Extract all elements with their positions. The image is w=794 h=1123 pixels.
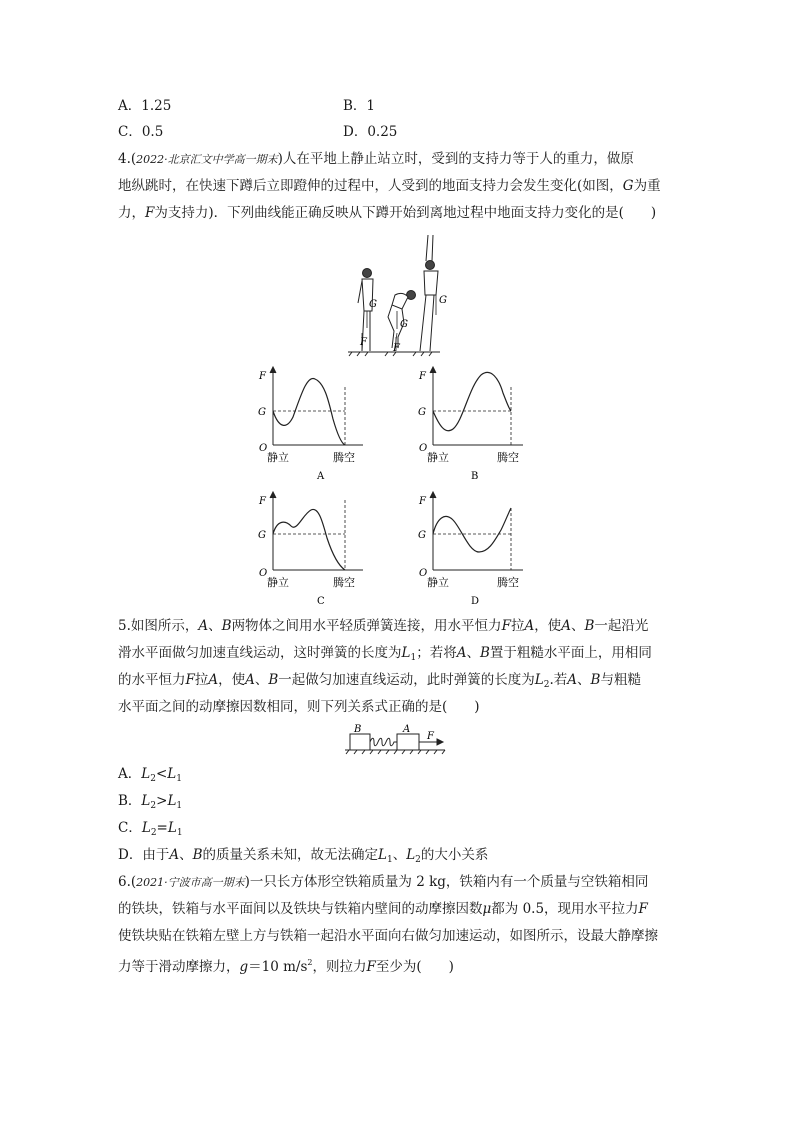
q3-option-b: B．1 [343,98,376,114]
spring-figure [345,722,450,758]
graph-a-right-label: 腾空 [333,451,355,464]
q5-line-4: 水平面之间的动摩擦因数相同，则下列关系式正确的是( ) [118,699,480,715]
q4-line-2: 地纵跳时，在快速下蹲后立即蹬伸的过程中，人受到的地面支持力会发生变化(如图，G为重 [118,178,661,194]
graph-d-f-label: F [419,496,426,507]
q5-line-1: 5.如图所示，A、B两物体之间用水平轻质弹簧连接，用水平恒力F拉A，使A、B一起沿光 [118,618,649,634]
graph-a [255,365,367,483]
graph-c [255,490,367,608]
graph-a-letter: A [317,471,325,482]
q3-option-a: A．1.25 [118,98,172,114]
graph-c-o-label: O [259,568,268,579]
graph-d [415,490,527,608]
q4-source: 2022·北京汇文中学高一期末 [136,153,278,166]
fig-label-g-3: G [439,295,447,306]
graph-d-left-label: 静立 [427,576,449,589]
q4-line-1: 4.(2022·北京汇文中学高一期末)人在平地上静止站立时，受到的支持力等于人的重力，做原 [118,151,634,167]
graph-d-g-label: G [418,530,426,541]
graph-c-right-label: 腾空 [333,576,355,589]
q3-option-c: C．0.5 [118,124,164,140]
graph-a-g-label: G [258,407,266,418]
graph-a-f-label: F [259,371,266,382]
graph-d-right-label: 腾空 [497,576,519,589]
graph-c-f-label: F [259,496,266,507]
graph-b-o-label: O [419,443,428,454]
q5-option-b: B．$L_2>L_1$ [118,793,183,811]
spring-fig-label-b: B [354,724,362,735]
q5-option-d: D．由于A、B的质量关系未知，故无法确定$L_1$、$L_2$的大小关系 [118,847,489,865]
graph-d-letter: D [471,596,480,607]
spring-fig-label-a: A [403,724,411,735]
graph-b-left-label: 静立 [427,451,449,464]
q5-line-3: 的水平恒力F拉A，使A、B一起做匀加速直线运动，此时弹簧的长度为$L_2$.若A、B与粗糙 [118,672,641,690]
fig-label-g-1: G [369,299,377,310]
fig-label-f-1: F [360,337,367,348]
fig-label-f-2: F [393,343,400,354]
q6-line-3: 使铁块贴在铁箱左壁上方与铁箱一起沿水平面向右做匀加速运动，如图所示，设最大静摩擦 [118,928,658,944]
jump-figure [340,233,460,358]
graph-b-f-label: F [419,371,426,382]
q5-line-2: 滑水平面做匀加速直线运动，这时弹簧的长度为$L_1$；若将A、B置于粗糙水平面上，用相同 [118,645,652,663]
graph-a-left-label: 静立 [267,451,289,464]
fig-label-g-2: G [400,319,408,330]
graph-b-right-label: 腾空 [497,451,519,464]
graph-d-o-label: O [419,568,428,579]
q6-line-4: 力等于滑动摩擦力，g＝10 $m/s^2$，则拉力F至少为( ) [118,958,454,975]
q5-option-a: A．$L_2<L_1$ [118,766,182,784]
q5-option-c: C．$L_2=L_1$ [118,820,183,838]
q6-line-2: 的铁块，铁箱与水平面间以及铁块与铁箱内壁间的动摩擦因数μ都为 0.5，现用水平拉力F [118,901,648,917]
q6-line-1: 6.(2021·宁波市高一期末)一只长方体形空铁箱质量为 2 kg，铁箱内有一个质量与空铁箱相同 [118,874,649,890]
graph-b-letter: B [471,471,479,482]
graph-b [415,365,527,483]
q3-option-d: D．0.25 [343,124,398,140]
graph-b-g-label: G [418,407,426,418]
spring-fig-label-f: F [427,731,434,742]
graph-c-left-label: 静立 [267,576,289,589]
graph-c-g-label: G [258,530,266,541]
graph-c-letter: C [317,596,325,607]
q6-source: 2021·宁波市高一期末 [136,876,245,889]
q4-line-3: 力，F为支持力)．下列曲线能正确反映从下蹲开始到离地过程中地面支持力变化的是( ) [118,205,657,221]
graph-a-o-label: O [259,443,268,454]
